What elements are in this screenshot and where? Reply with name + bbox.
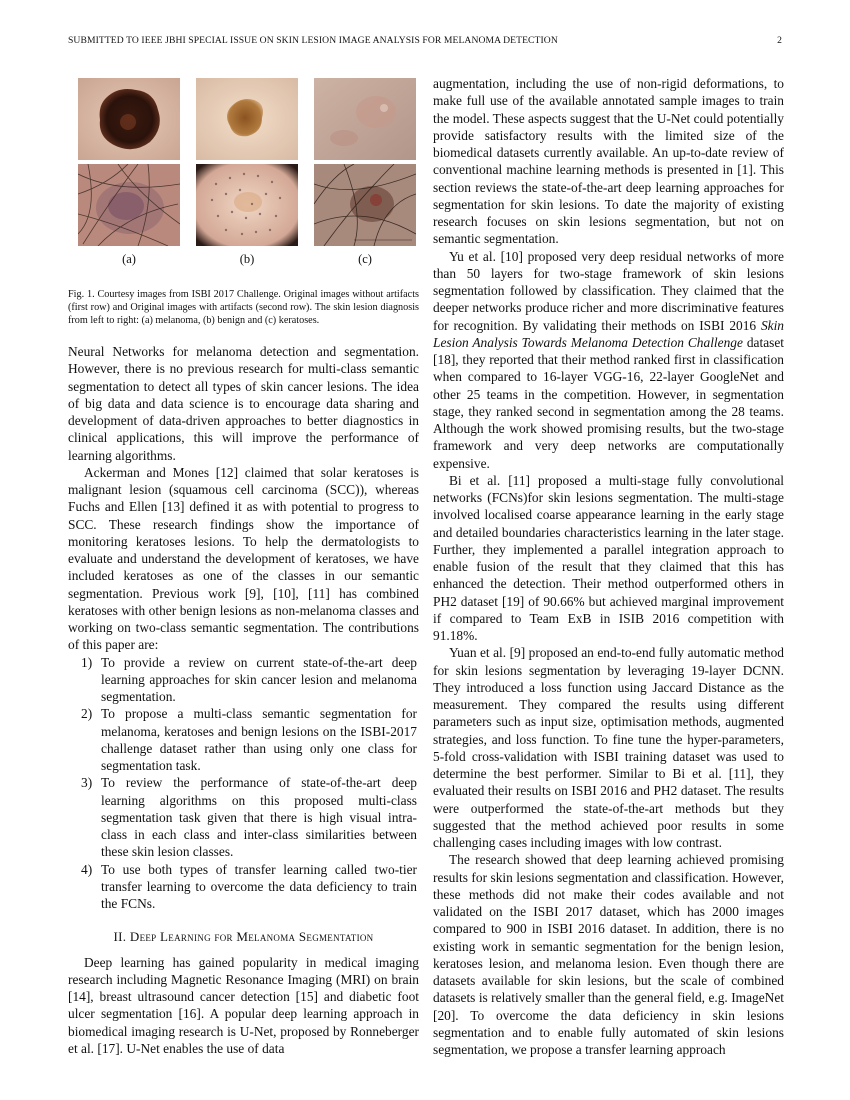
running-head	[68, 35, 782, 46]
figure-1	[78, 78, 418, 267]
challenge-name: Skin Lesion Analysis Towards Melanoma Detection Challenge	[433, 317, 784, 350]
list-text: To propose a multi-class semantic segmentation for melanoma, keratoses and benign lesions on the ISBI-2017 challenge dataset rather than using only one class for segmentation task.	[101, 706, 417, 773]
melanoma-image-clean	[78, 78, 180, 160]
list-item	[68, 705, 419, 774]
page-number: 2	[777, 35, 782, 46]
list-number: 2)	[81, 706, 93, 722]
list-number: 4)	[81, 861, 93, 877]
benign-image-clean	[196, 78, 298, 160]
right-paragraph-2-start: Yu et al. [10] proposed very deep residual networks of more than 50 layers for two-stage framework of skin lesions segmentation followed by classification. They claimed that the deeper networks produce richer and more discriminative features for recognition. By validating their methods on ISBI 2016	[433, 248, 784, 333]
section-title: Deep Learning for Melanoma Segmentation	[129, 929, 374, 945]
list-text: To provide a review on current state-of-the-art deep learning approaches for skin cancer lesion and melanoma segmentation.	[101, 654, 417, 704]
list-item	[68, 774, 419, 860]
right-paragraph-4: Yuan et al. [9] proposed an end-to-end fully automatic method for skin lesions segmentation by leveraging 19-layer DCNN. They introduced a loss function using Jaccard Distance as the measurement. They compared the results using different parameters such as input size, optimisation methods, augmented strategies, and loss function. To fine tune the hyper-parameters, 5-fold cross-validation with ISBI training dataset was used to determine the best performer. Similar to Bi et al. [11], they evaluated their results on ISBI 2016 and PH2 dataset. The results were outperformed the state-of-the-art methods but they suggested that the method achieved poor results in some challenging cases including images with low contrast.	[433, 645, 784, 850]
section-heading	[68, 928, 419, 945]
contributions-list	[68, 654, 419, 913]
melanoma-image-artifacts	[78, 164, 180, 246]
keratoses-image-artifacts	[314, 164, 416, 246]
figure-caption: Fig. 1. Courtesy images from ISBI 2017 Challenge. Original images without artifacts (first row) and Original images with artifacts (second row). The skin lesion diagnosis from left to right: (a) melanoma, (b) benign and (c) keratoses.	[68, 289, 419, 326]
list-item	[68, 861, 419, 913]
list-number: 3)	[81, 775, 93, 791]
benign-image-artifacts	[196, 164, 298, 246]
right-paragraph-3: Bi et al. [11] proposed a multi-stage fully convolutional networks (FCNs)for skin lesions segmentation. The multi-stage involved localised coarse appearance learning in the early stage and detailed boundaries characteristics learning in the later stage. Further, they implemented a parallel integration approach to enable fusion of the result that they claimed that this has enhanced the detection. Their method outperformed others in PH2 dataset [19] of 90.66% but achieved marginal improvement if compared to Team ExB in ISIB 2016 competition with 91.18%.	[433, 472, 784, 643]
left-paragraph-2: Ackerman and Mones [12] claimed that solar keratoses is malignant lesion (squamous cell carcinoma (SCC)), whereas Fuchs and Ellen [13] defined it as with potential to progress to SCC. These research findings show the importance of monitoring keratoses lesions. To help the dermatologists to evaluate and understand the development of keratoses, we have included keratoses as one of the classes in our semantic segmentation. Previous work [9], [10], [11] has combined keratoses with other benign lesions as non-melanoma classes and working on two-class semantic segmentation. The contributions of this paper are:	[68, 464, 419, 653]
list-text: To use both types of transfer learning called two-tier transfer learning to overcome the data deficiency to train the FCNs.	[101, 861, 417, 911]
left-column	[68, 343, 419, 1057]
left-paragraph-1: Neural Networks for melanoma detection and segmentation. However, there is no previous research for multi-class semantic segmentation to detect all types of skin cancer lesions. The idea of big data and data science is to encourage data sharing and development of data-driven approaches to better diagnostics in clinical applications, this will improve the performance of learning algorithms.	[68, 344, 419, 463]
right-paragraph-5: The research showed that deep learning achieved promising results for skin lesions segmentation and classification. However, these methods did not make their codes available and not validated on the ISBI 2017 dataset, which has 2000 images compared to 900 in ISBI 2016 dataset. In addition, there is no existing work in semantic segmentation for the benign lesion, keratoses lesion, and melanoma lesion. Even though there are datasets available for skin lesions, but the scale of combined datasets is relatively smaller than the general field, e.g. ImageNet [20]. To overcome the data deficiency in skin lesions segmentation and to enable fully automated of skin lesions segmentation, we propose a transfer learning approach	[433, 852, 784, 1057]
list-number: 1)	[81, 654, 93, 670]
list-item	[68, 654, 419, 706]
sub-label-a: (a)	[122, 252, 136, 266]
running-title: SUBMITTED TO IEEE JBHI SPECIAL ISSUE ON SKIN LESION IMAGE ANALYSIS FOR MELANOMA DETECTION	[68, 35, 558, 46]
sub-label-c: (c)	[358, 252, 372, 266]
section-number: II.	[113, 929, 127, 945]
left-paragraph-3: Deep learning has gained popularity in medical imaging research including Magnetic Resonance Imaging (MRI) on brain [14], breast ultrasound cancer detection [15] and diabetic foot ulcer segmentation [16]. A popular deep learning approach in biomedical imaging research is U-Net, proposed by Ronneberger et al. [17]. U-Net enables the use of data	[68, 954, 419, 1056]
sub-label-b: (b)	[239, 252, 255, 266]
right-column	[433, 75, 784, 1058]
right-paragraph-1: augmentation, including the use of non-rigid deformations, to make full use of the available annotated sample images to train the model. These aspects suggest that the U-Net could potentially provide satisfactory results with the limited size of the biomedical datasets currently available. An up-to-date review of conventional machine learning methods is presented in [1]. This section reviews the state-of-the-art deep learning approaches for segmentation for skin lesions. To date the majority of existing research focuses on skin lesions segmentation, but not on semantic segmentation.	[433, 76, 784, 247]
list-text: To review the performance of state-of-the-art deep learning algorithms on this proposed multi-class segmentation task given that there is high visual intra-class in each class and inter-class similarities between these skin lesion classes.	[101, 775, 417, 860]
right-paragraph-2-end: dataset [18], they reported that their method ranked first in classification when compared to 16-layer VGG-16, 22-layer GoogleNet and other 25 teams in the competition. However, in segmentation stage, they ranked second in segmentation among the 28 teams. Although the work showed promising results, but the two-stage framework and very deep networks are computationally expensive.	[433, 334, 785, 471]
right-paragraph-2	[433, 248, 784, 472]
keratoses-image-clean	[314, 78, 416, 160]
